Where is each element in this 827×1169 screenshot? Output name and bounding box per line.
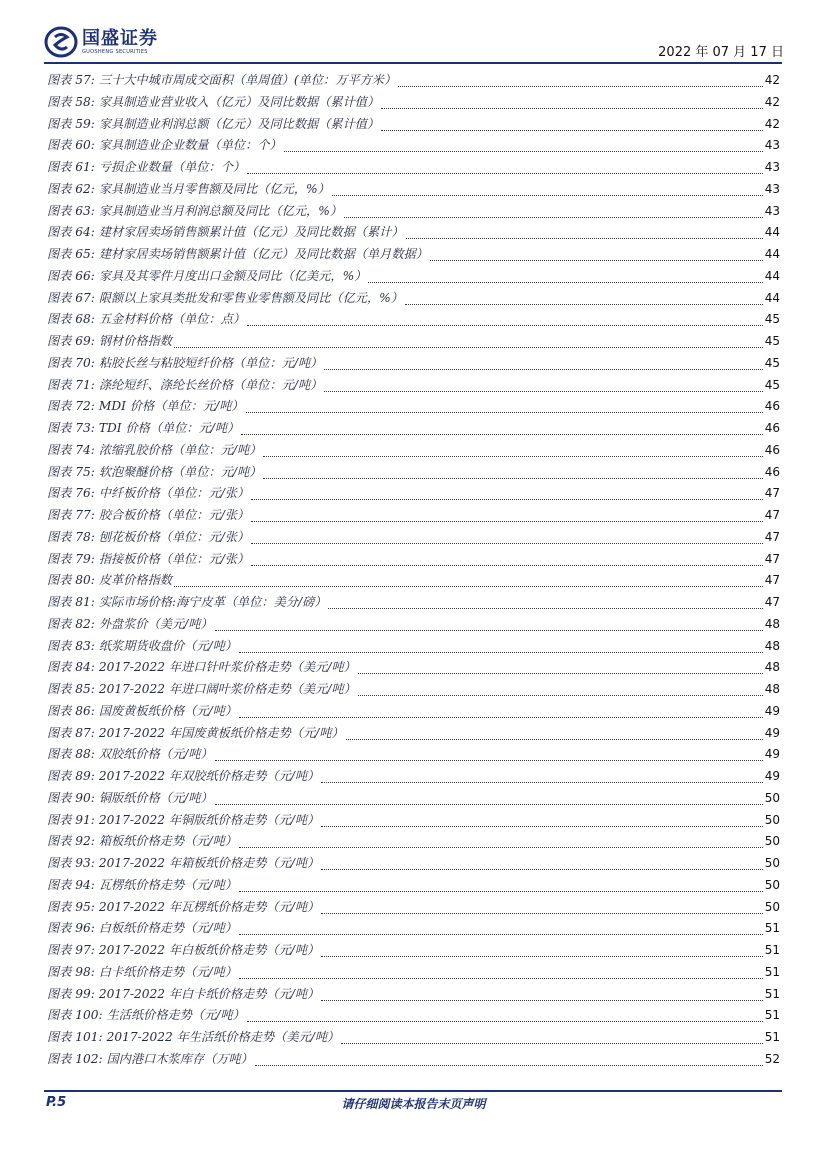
dot-leader — [239, 638, 763, 653]
figure-title: 2017-2022 年箱板纸价格走势（元/吨） — [98, 856, 320, 870]
toc-entry[interactable] — [47, 853, 780, 875]
page-ref: 47 — [764, 551, 780, 566]
page-ref: 50 — [764, 834, 780, 849]
dot-leader — [368, 268, 762, 283]
figure-number: 图表 89: — [47, 769, 95, 783]
dot-leader — [215, 790, 763, 805]
page-ref: 44 — [764, 268, 780, 283]
page-ref: 46 — [764, 464, 780, 479]
toc-entry[interactable] — [47, 396, 780, 418]
figure-number: 图表 81: — [47, 595, 95, 609]
figure-number: 图表 86: — [47, 703, 95, 718]
toc-entry[interactable] — [47, 810, 780, 832]
figure-title: 2017-2022 年进口针叶浆价格走势（美元/吨） — [98, 660, 356, 675]
figure-title: 浓缩乳胶价格（单位：元/吨） — [98, 442, 262, 457]
page-ref: 46 — [764, 442, 780, 457]
figure-number: 图表 94: — [47, 877, 95, 892]
figure-title: 家具及其零件月度出口金额及同比（亿美元，%） — [98, 268, 367, 283]
page-ref: 47 — [764, 508, 780, 522]
page-ref: 45 — [764, 312, 780, 327]
toc-entry[interactable] — [47, 962, 780, 984]
dot-leader — [251, 529, 762, 544]
figure-number: 图表 101: — [47, 1030, 103, 1044]
figure-title: 胶合板价格（单位：元/张） — [98, 508, 250, 522]
dot-leader — [430, 246, 763, 261]
dot-leader — [263, 442, 762, 457]
figure-title: 纸浆期货收盘价（元/吨） — [98, 638, 238, 653]
figure-number: 图表 65: — [47, 247, 95, 261]
figure-number: 图表 91: — [47, 812, 95, 827]
toc-entry[interactable] — [47, 549, 780, 571]
toc-entry[interactable] — [47, 92, 780, 114]
figure-number: 图表 62: — [47, 181, 95, 196]
figure-number: 图表 90: — [47, 790, 95, 805]
toc-entry[interactable] — [47, 918, 780, 940]
figure-title: 建材家居卖场销售额累计值（亿元）及同比数据（单月数据） — [98, 247, 428, 261]
dot-leader — [263, 464, 762, 479]
figure-title: 家具制造业当月零售额及同比（亿元，%） — [98, 181, 330, 196]
toc-entry[interactable] — [47, 723, 780, 745]
dot-leader — [346, 725, 763, 740]
figure-title: 亏损企业数量（单位：个） — [98, 160, 246, 174]
page-ref: 42 — [764, 73, 780, 87]
disclaimer-note: 请仔细阅读本报告末页声明 — [341, 1097, 486, 1111]
figure-title: 铜版纸价格（元/吨） — [98, 790, 213, 805]
dot-leader — [344, 203, 763, 218]
page-ref: 42 — [764, 94, 780, 109]
dot-leader — [381, 116, 763, 131]
page-ref: 48 — [764, 638, 780, 653]
page-ref: 49 — [764, 769, 780, 783]
dot-leader — [284, 137, 763, 152]
page-header — [44, 22, 784, 60]
toc-entry[interactable] — [47, 1027, 780, 1049]
figure-title: 五金材料价格（单位：点） — [98, 312, 246, 327]
figure-title: 家具制造业企业数量（单位：个） — [98, 138, 282, 153]
figure-number: 图表 96: — [47, 921, 95, 936]
figure-number: 图表 88: — [47, 747, 95, 762]
dot-leader — [215, 616, 763, 631]
figure-title: TDI 价格（单位：元/吨） — [98, 421, 240, 435]
toc-entry[interactable] — [47, 157, 780, 179]
company-logo — [44, 26, 158, 58]
page-ref: 50 — [764, 899, 780, 914]
guosheng-logo-icon — [44, 26, 78, 58]
page-ref: 47 — [764, 573, 780, 588]
dot-leader — [358, 681, 763, 696]
toc-entry[interactable] — [47, 744, 780, 766]
page-ref: 48 — [764, 682, 780, 696]
figure-number: 图表 74: — [47, 442, 95, 457]
figure-number: 图表 70: — [47, 355, 95, 370]
figure-title: 钢材价格指数 — [98, 334, 172, 348]
dot-leader — [328, 594, 762, 609]
page-ref: 52 — [764, 1051, 780, 1066]
dot-leader — [247, 159, 763, 174]
figure-number: 图表 63: — [47, 203, 95, 218]
figure-title: 白板纸价格走势（元/吨） — [98, 921, 238, 936]
figure-title: 软泡聚醚价格（单位：元/吨） — [98, 464, 262, 479]
page-ref: 45 — [764, 334, 780, 348]
toc-entry[interactable] — [47, 70, 780, 92]
dot-leader — [321, 899, 762, 914]
dot-leader — [406, 224, 763, 239]
figure-title: 建材家居卖场销售额累计值（亿元）及同比数据（累计） — [98, 225, 404, 240]
figure-title: 2017-2022 年瓦楞纸价格走势（元/吨） — [98, 899, 320, 914]
dot-leader — [321, 855, 762, 870]
figure-title: 生活纸价格走势（元/吨） — [106, 1008, 245, 1023]
page-ref: 44 — [764, 247, 780, 261]
figure-title: 家具制造业利润总额（亿元）及同比数据（累计值） — [98, 116, 380, 131]
dot-leader — [174, 333, 763, 348]
dot-leader — [239, 703, 763, 718]
toc-entry[interactable] — [47, 657, 780, 679]
page-ref: 50 — [764, 812, 780, 827]
page-ref: 51 — [764, 921, 780, 936]
figure-title: 双胶纸价格（元/吨） — [98, 747, 213, 762]
dot-leader — [247, 311, 763, 326]
figure-number: 图表 61: — [47, 160, 95, 174]
toc-entry[interactable] — [47, 984, 780, 1006]
dot-leader — [358, 659, 763, 674]
page-ref: 42 — [764, 116, 780, 131]
dot-leader — [215, 746, 763, 761]
page-ref: 45 — [764, 377, 780, 392]
page-ref: 49 — [764, 703, 780, 718]
page-ref: 46 — [764, 399, 780, 414]
figure-title: 2017-2022 年国废黄板纸价格走势（元/吨） — [98, 725, 344, 740]
figure-number: 图表 98: — [47, 964, 95, 979]
figure-title: 限额以上家具类批发和零售业零售额及同比（亿元，%） — [98, 290, 403, 305]
toc-entry[interactable] — [47, 831, 780, 853]
toc-entry[interactable] — [47, 1005, 780, 1027]
figure-number: 图表 79: — [47, 551, 95, 566]
figure-index-list — [47, 70, 780, 1071]
figure-title: 皮革价格指数 — [98, 573, 172, 588]
dot-leader — [239, 964, 763, 979]
figure-title: 中纤板价格（单位：元/张） — [98, 486, 250, 501]
page-ref: 46 — [764, 421, 780, 435]
footer-divider — [44, 1090, 782, 1092]
dot-leader — [321, 986, 762, 1001]
dot-leader — [247, 1007, 763, 1022]
figure-number: 图表 87: — [47, 725, 95, 740]
dot-leader — [324, 355, 762, 370]
toc-entry[interactable] — [47, 679, 780, 701]
figure-number: 图表 102: — [47, 1051, 103, 1066]
toc-entry[interactable] — [47, 940, 780, 962]
figure-number: 图表 77: — [47, 508, 95, 522]
toc-entry[interactable] — [47, 222, 780, 244]
dot-leader — [251, 551, 762, 566]
toc-entry[interactable] — [47, 788, 780, 810]
page-ref: 51 — [764, 986, 780, 1001]
figure-number: 图表 93: — [47, 856, 95, 870]
dot-leader — [251, 507, 762, 522]
figure-title: 粘胶长丝与粘胶短纤价格（单位：元/吨） — [98, 355, 323, 370]
toc-entry[interactable] — [47, 462, 780, 484]
figure-title: 2017-2022 年铜版纸价格走势（元/吨） — [98, 812, 320, 827]
logo-chinese-name: 国盛证券 — [82, 27, 158, 49]
dot-leader — [255, 1051, 763, 1066]
page-ref: 43 — [764, 203, 780, 218]
figure-title: 国内港口木浆库存（万吨） — [106, 1051, 253, 1066]
toc-entry[interactable] — [47, 636, 780, 658]
toc-entry[interactable] — [47, 353, 780, 375]
figure-title: 三十大中城市周成交面积（单周值）(单位：万平方米） — [98, 73, 397, 87]
figure-title: 2017-2022 年生活纸价格走势（美元/吨） — [106, 1030, 340, 1044]
dot-leader — [321, 942, 762, 957]
dot-leader — [246, 398, 763, 413]
figure-number: 图表 84: — [47, 660, 95, 675]
page-ref: 49 — [764, 747, 780, 762]
page-ref: 50 — [764, 877, 780, 892]
page-ref: 51 — [764, 964, 780, 979]
figure-number: 图表 80: — [47, 573, 95, 588]
figure-number: 图表 75: — [47, 464, 95, 479]
toc-entry[interactable] — [47, 244, 780, 266]
toc-entry[interactable] — [47, 505, 780, 527]
dot-leader — [341, 1029, 763, 1044]
dot-leader — [239, 833, 763, 848]
toc-entry[interactable] — [47, 897, 780, 919]
toc-entry[interactable] — [47, 135, 780, 157]
toc-entry[interactable] — [47, 1049, 780, 1071]
figure-number: 图表 100: — [47, 1008, 103, 1023]
toc-entry[interactable] — [47, 592, 780, 614]
figure-title: 外盘浆价（美元/吨） — [98, 616, 213, 631]
toc-entry[interactable] — [47, 201, 780, 223]
figure-title: 家具制造业营业收入（亿元）及同比数据（累计值） — [98, 94, 380, 109]
figure-number: 图表 58: — [47, 94, 95, 109]
toc-entry[interactable] — [47, 418, 780, 440]
page-ref: 51 — [764, 1008, 780, 1023]
page-number: P.5 — [46, 1095, 67, 1110]
figure-title: 家具制造业当月利润总额及同比（亿元，%） — [98, 203, 343, 218]
figure-title: 白卡纸价格走势（元/吨） — [98, 964, 238, 979]
figure-number: 图表 69: — [47, 334, 95, 348]
dot-leader — [241, 420, 762, 435]
page-ref: 51 — [764, 943, 780, 957]
page-ref: 50 — [764, 790, 780, 805]
dot-leader — [251, 485, 762, 500]
page-ref: 43 — [764, 181, 780, 196]
toc-entry[interactable] — [47, 266, 780, 288]
figure-number: 图表 57: — [47, 73, 95, 87]
dot-leader — [405, 290, 763, 305]
page-ref: 44 — [764, 290, 780, 305]
page-ref: 47 — [764, 486, 780, 501]
figure-number: 图表 83: — [47, 638, 95, 653]
figure-number: 图表 92: — [47, 834, 95, 849]
page-ref: 51 — [764, 1030, 780, 1044]
figure-title: 2017-2022 年进口阔叶浆价格走势（美元/吨） — [98, 682, 356, 696]
figure-number: 图表 71: — [47, 377, 95, 392]
toc-entry[interactable] — [47, 875, 780, 897]
figure-number: 图表 59: — [47, 116, 95, 131]
header-divider — [44, 62, 782, 64]
page-ref: 47 — [764, 529, 780, 544]
figure-number: 图表 99: — [47, 986, 95, 1001]
toc-entry[interactable] — [47, 766, 780, 788]
toc-entry[interactable] — [47, 288, 780, 310]
figure-title: 2017-2022 年白板纸价格走势（元/吨） — [98, 943, 320, 957]
figure-title: 涤纶短纤、涤纶长丝价格（单位：元/吨） — [98, 377, 323, 392]
dot-leader — [239, 877, 763, 892]
figure-title: 2017-2022 年双胶纸价格走势（元/吨） — [98, 769, 320, 783]
toc-entry[interactable] — [47, 179, 780, 201]
figure-number: 图表 82: — [47, 616, 95, 631]
page-ref: 45 — [764, 355, 780, 370]
page-ref: 43 — [764, 138, 780, 153]
figure-number: 图表 60: — [47, 138, 95, 153]
figure-number: 图表 67: — [47, 290, 95, 305]
page-ref: 50 — [764, 856, 780, 870]
toc-entry[interactable] — [47, 527, 780, 549]
logo-english-name: GUOSHENG SECURITIES — [82, 48, 148, 55]
figure-title: 指接板价格（单位：元/张） — [98, 551, 250, 566]
toc-entry[interactable] — [47, 440, 780, 462]
figure-number: 图表 76: — [47, 486, 95, 501]
figure-number: 图表 97: — [47, 943, 95, 957]
figure-number: 图表 95: — [47, 899, 95, 914]
figure-title: 实际市场价格:海宁皮革（单位：美分/磅） — [98, 595, 327, 609]
toc-entry[interactable] — [47, 331, 780, 353]
toc-entry[interactable] — [47, 614, 780, 636]
figure-title: 国废黄板纸价格（元/吨） — [98, 703, 238, 718]
page-ref: 48 — [764, 660, 780, 675]
dot-leader — [321, 812, 762, 827]
figure-number: 图表 66: — [47, 268, 95, 283]
figure-number: 图表 85: — [47, 682, 95, 696]
dot-leader — [239, 920, 763, 935]
page-ref: 49 — [764, 725, 780, 740]
toc-entry[interactable] — [47, 114, 780, 136]
toc-entry[interactable] — [47, 701, 780, 723]
figure-title: 瓦楞纸价格走势（元/吨） — [98, 877, 238, 892]
figure-title: 2017-2022 年白卡纸价格走势（元/吨） — [98, 986, 320, 1001]
dot-leader — [324, 377, 762, 392]
page-ref: 43 — [764, 160, 780, 174]
dot-leader — [398, 72, 763, 87]
figure-number: 图表 64: — [47, 225, 95, 240]
figure-title: MDI 价格（单位：元/吨） — [98, 399, 244, 414]
figure-title: 箱板纸价格走势（元/吨） — [98, 834, 238, 849]
toc-entry[interactable] — [47, 375, 780, 397]
page-ref: 44 — [764, 225, 780, 240]
dot-leader — [174, 572, 763, 587]
figure-number: 图表 78: — [47, 529, 95, 544]
dot-leader — [381, 94, 763, 109]
dot-leader — [332, 181, 763, 196]
figure-number: 图表 72: — [47, 399, 95, 414]
report-date: 2022 年 07 月 17 日 — [658, 45, 784, 60]
toc-entry[interactable] — [47, 483, 780, 505]
toc-entry[interactable] — [47, 309, 780, 331]
figure-number: 图表 68: — [47, 312, 95, 327]
toc-entry[interactable] — [47, 570, 780, 592]
page-ref: 48 — [764, 616, 780, 631]
page-ref: 47 — [764, 595, 780, 609]
figure-title: 刨花板价格（单位：元/张） — [98, 529, 250, 544]
figure-number: 图表 73: — [47, 421, 95, 435]
dot-leader — [321, 768, 762, 783]
